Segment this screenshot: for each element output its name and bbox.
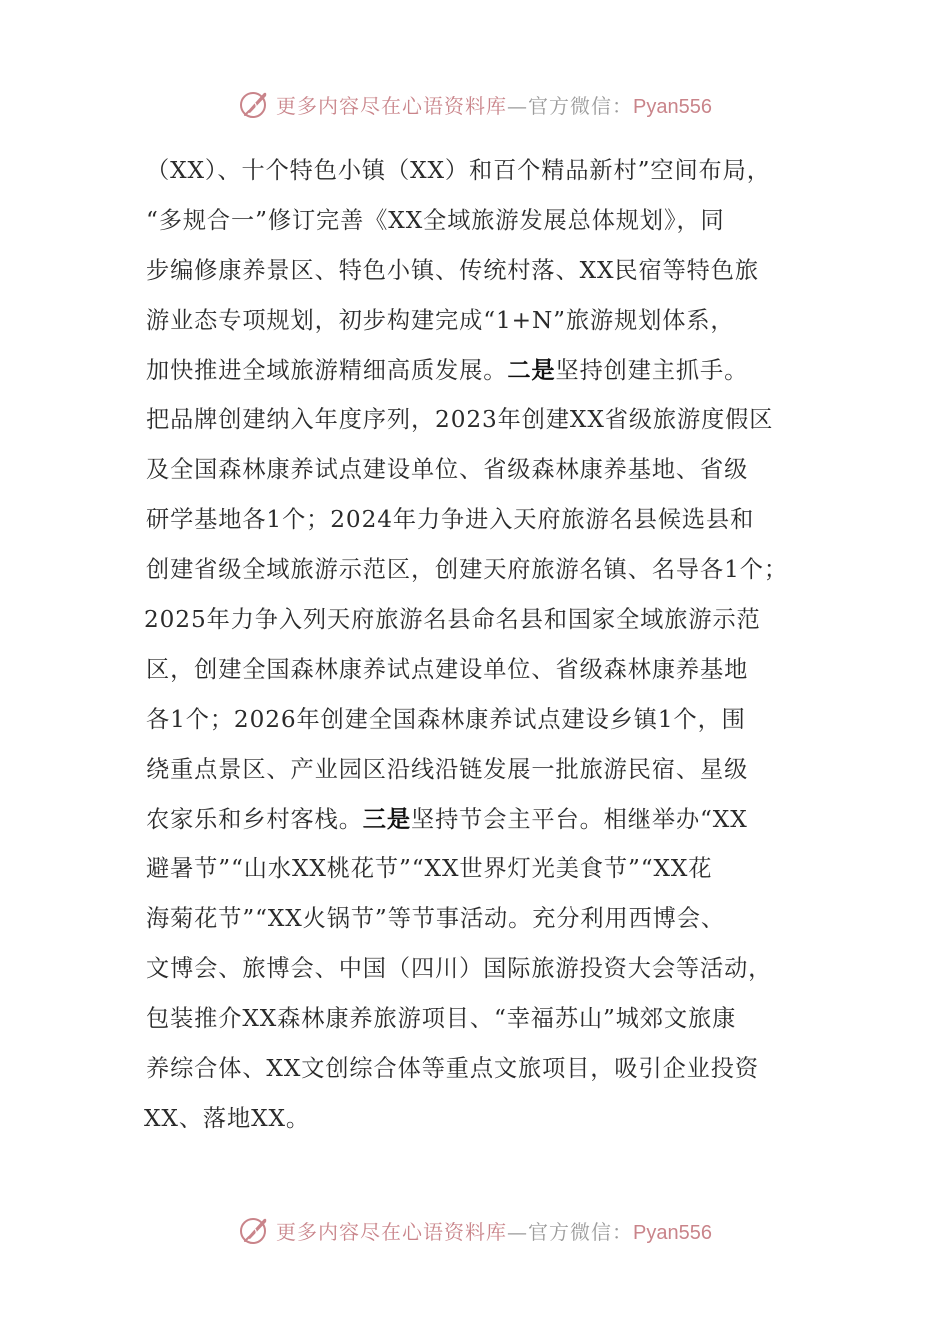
header-banner-text <box>276 90 712 119</box>
text-line <box>146 795 826 845</box>
text-line <box>146 994 826 1044</box>
text-segment: 把品牌创建纳入年度序列，2023年创建XX省级旅游度假区 <box>146 406 774 434</box>
text-segment: 绕重点景区、产业园区沿线沿链发展一批旅游民宿、星级 <box>146 755 749 783</box>
text-segment: 加快推进全域旅游精细高质发展。 <box>146 356 508 384</box>
text-line <box>146 645 826 695</box>
wechat-label: 官方微信： <box>528 93 634 118</box>
quill-seal-icon <box>238 1213 272 1247</box>
text-line <box>146 695 826 745</box>
text-segment: 步编修康养景区、特色小镇、传统村落、XX民宿等特色旅 <box>146 256 759 284</box>
text-segment: 坚持节会主平台。相继举办“XX <box>410 805 748 833</box>
text-line <box>146 745 826 795</box>
text-line <box>146 894 826 944</box>
text-line <box>144 1094 826 1144</box>
bold-keyword: 三是 <box>362 805 411 833</box>
banner-separator: — <box>507 93 529 118</box>
text-line <box>146 1044 826 1094</box>
text-segment: 2025年力争入列天府旅游名县命名县和国家全域旅游示范 <box>144 606 761 634</box>
text-segment: 坚持创建主抓手。 <box>555 356 749 384</box>
footer-banner <box>0 1210 950 1250</box>
bold-keyword: 二是 <box>507 356 556 384</box>
text-segment: 养综合体、XX文创综合体等重点文旅项目，吸引企业投资 <box>146 1055 759 1083</box>
text-segment: 农家乐和乡村客栈。 <box>146 805 363 833</box>
text-line <box>146 296 826 346</box>
text-segment: 创建省级全域旅游示范区，创建天府旅游名镇、名导各1个； <box>146 556 788 584</box>
wechat-id: Pyan556 <box>633 95 712 118</box>
text-segment: 及全国森林康养试点建设单位、省级森林康养基地、省级 <box>146 456 749 484</box>
text-line <box>146 146 826 196</box>
quill-seal-icon <box>238 87 272 121</box>
text-line <box>146 395 826 445</box>
text-segment: 避暑节”“山水XX桃花节”“XX世界灯光美食节”“XX花 <box>146 855 713 883</box>
text-line <box>146 944 826 994</box>
brand-name: 更多内容尽在心语资料库 <box>276 93 508 118</box>
text-segment: XX、落地XX。 <box>144 1104 310 1132</box>
wechat-label: 官方微信： <box>528 1219 634 1244</box>
text-line <box>144 595 826 645</box>
text-segment: 文博会、旅博会、中国（四川）国际旅游投资大会等活动， <box>146 955 773 983</box>
document-body <box>146 146 826 1144</box>
text-line <box>146 844 826 894</box>
text-line <box>146 545 826 595</box>
text-segment: 海菊花节”“XX火锅节”等节事活动。充分利用西博会、 <box>146 905 725 933</box>
text-segment: 区，创建全国森林康养试点建设单位、省级森林康养基地 <box>146 655 749 683</box>
wechat-id: Pyan556 <box>633 1221 712 1244</box>
text-line <box>146 495 826 545</box>
text-segment: 游业态专项规划，初步构建完成“1+N”旅游规划体系， <box>146 306 735 334</box>
text-segment: 研学基地各1个；2024年力争进入天府旅游名县候选县和 <box>146 506 755 534</box>
text-segment: 包装推介XX森林康养旅游项目、“幸福苏山”城郊文旅康 <box>146 1005 737 1033</box>
text-line <box>146 196 826 246</box>
text-segment: （XX）、十个特色小镇（XX）和百个精品新村”空间布局， <box>146 157 771 184</box>
text-segment: “多规合一”修订完善《XX全域旅游发展总体规划》，同 <box>146 206 725 234</box>
text-line <box>146 346 826 396</box>
text-line <box>146 445 826 495</box>
header-banner <box>0 84 950 124</box>
text-line <box>146 246 826 296</box>
brand-name: 更多内容尽在心语资料库 <box>276 1219 508 1244</box>
banner-separator: — <box>507 1219 529 1244</box>
text-segment: 各1个；2026年创建全国森林康养试点建设乡镇1个，围 <box>146 705 746 733</box>
footer-banner-text <box>276 1216 712 1245</box>
